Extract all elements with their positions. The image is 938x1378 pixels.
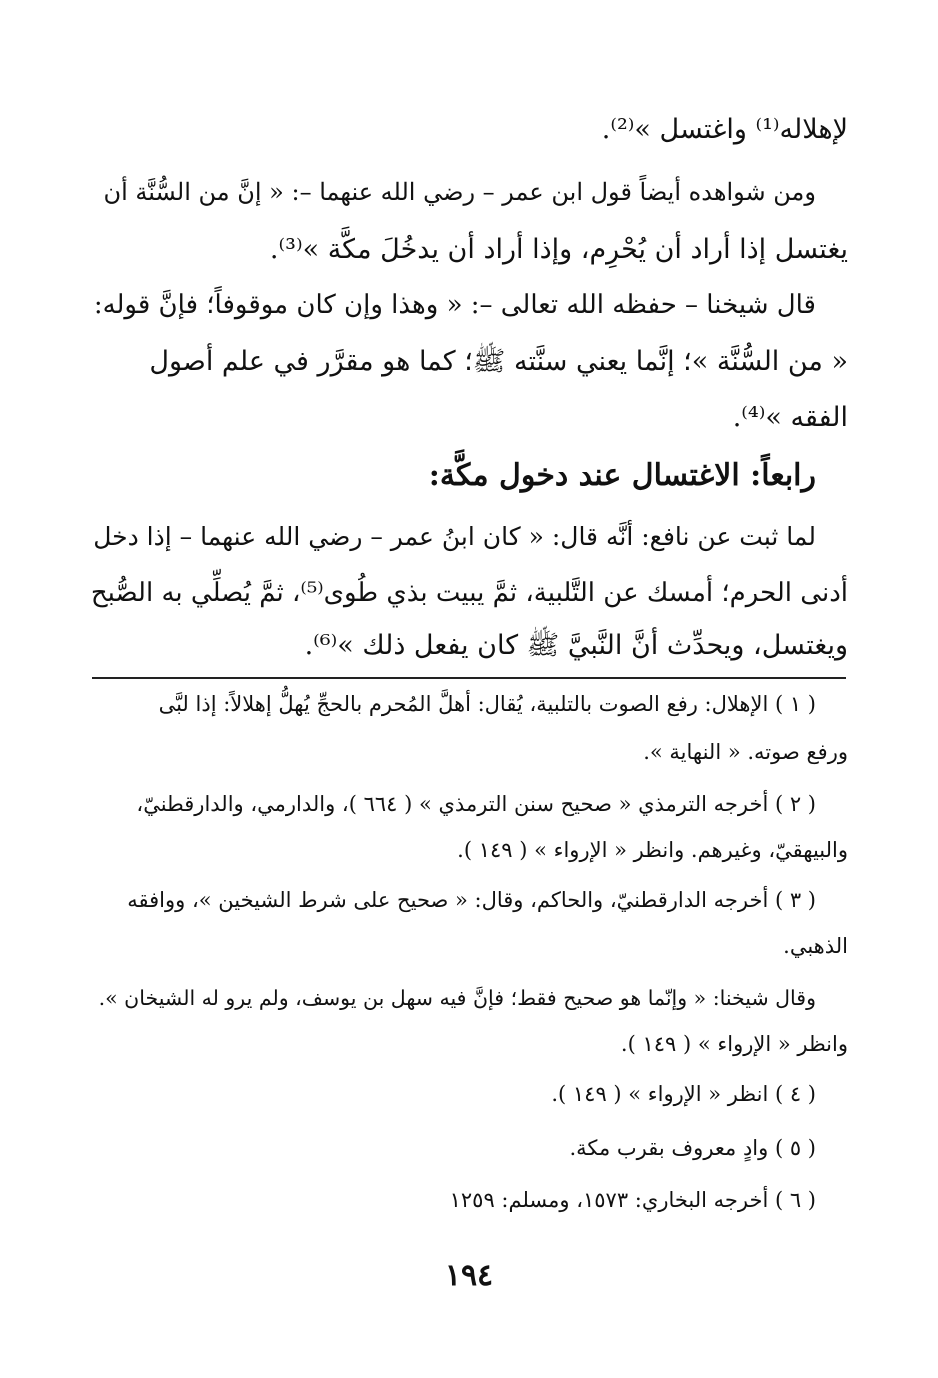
footnote-line: ( ٥ ) وادٍ معروف بقرب مكة.	[569, 1136, 816, 1160]
footnote-line: ورفع صوته. « النهاية ».	[643, 740, 848, 764]
footnote-line: ( ١ ) الإهلال: رفع الصوت بالتلبية، يُقال: أهلَّ المُحرم بالحجِّ يُهلُّ إهلالاً: إذا لبَّى	[158, 692, 816, 716]
footnote-divider	[92, 677, 846, 679]
main-text-line: قال شيخنا – حفظه الله تعالى –: « وهذا وإن كان موقوفاً؛ فإنَّ قوله:	[93, 290, 816, 320]
footnote-line: ( ٣ ) أخرجه الدارقطنيّ، والحاكم، وقال: « صحيح على شرط الشيخين »، ووافقه	[127, 888, 816, 912]
main-text-line: « من السُّنَّة »؛ إنَّما يعني سنَّته ﷺ؛ كما هو مقرَّر في علم أصول	[149, 346, 848, 377]
main-text-line: ويغتسل، ويحدِّث أنَّ النَّبيَّ ﷺ كان يفعل ذلك »⁽⁶⁾.	[304, 630, 848, 661]
main-text-line: الفقه »⁽⁴⁾.	[732, 402, 848, 433]
footnote-line: ( ٢ ) أخرجه الترمذي « صحيح سنن الترمذي » ( ٦٦٤ )، والدارمي، والدارقطنيّ،	[136, 792, 816, 816]
footnote-line: الذهبي.	[783, 934, 848, 958]
page-number: ١٩٤	[444, 1258, 494, 1293]
footnote-line: والبيهقيّ، وغيرهم. وانظر « الإرواء » ( ١٤٩ ).	[457, 838, 848, 862]
main-text-line: ومن شواهده أيضاً قول ابن عمر – رضي الله عنهما –: « إنَّ من السُّنَّة أن	[103, 178, 816, 206]
main-text-line: أدنى الحرم؛ أمسك عن التَّلبية، ثمَّ يبيت بذي طُوى⁽⁵⁾، ثمَّ يُصلِّي به الصُّبح	[90, 578, 848, 608]
footnote-line: ( ٤ ) انظر « الإرواء » ( ١٤٩ ).	[551, 1082, 816, 1106]
main-text-line: يغتسل إذا أراد أن يُحْرِم، وإذا أراد أن يدخُلَ مكَّة »⁽³⁾.	[269, 234, 848, 265]
main-text-line: لإهلاله⁽¹⁾ واغتسل »⁽²⁾.	[601, 114, 848, 145]
main-text-line: لما ثبت عن نافع: أنَّه قال: « كان ابنُ عمر – رضي الله عنهما – إذا دخل	[93, 522, 816, 551]
footnote-line: ( ٦ ) أخرجه البخاري: ١٥٧٣، ومسلم: ١٢٥٩	[449, 1188, 816, 1212]
footnote-line: وقال شيخنا: « وإنّما هو صحيح فقط؛ فإنَّ فيه سهل بن يوسف، ولم يرو له الشيخان ».	[98, 986, 816, 1010]
footnote-line: وانظر « الإرواء » ( ١٤٩ ).	[620, 1032, 848, 1056]
section-heading: رابعاً: الاغتسال عند دخول مكَّة:	[428, 458, 816, 493]
